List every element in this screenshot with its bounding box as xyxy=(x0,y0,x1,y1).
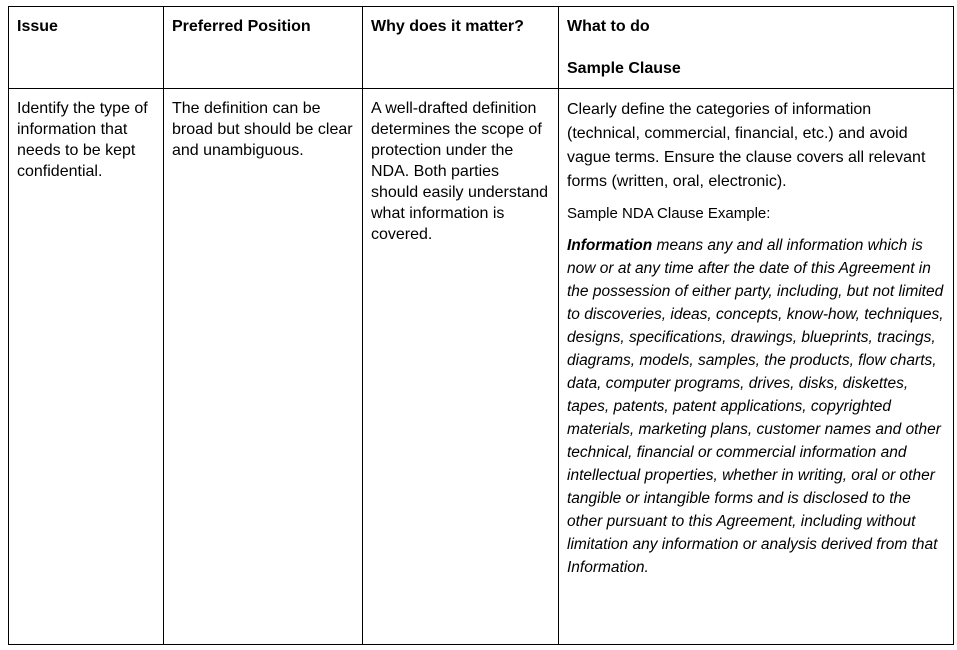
why-matters-text: A well-drafted definition determines the scope of protection under the NDA. Both parties should easily understand what information is covered. xyxy=(371,100,549,243)
table-row xyxy=(9,89,954,645)
header-why-matters: Why does it matter? xyxy=(371,18,524,35)
sample-clause-label: Sample NDA Clause Example: xyxy=(567,205,771,222)
header-issue: Issue xyxy=(17,18,58,35)
sample-clause-text xyxy=(567,234,947,579)
what-to-do-wrapper xyxy=(559,89,953,579)
header-preferred-position: Preferred Position xyxy=(172,18,311,35)
header-what-to-do: What to do xyxy=(567,18,650,35)
why-matters-cell xyxy=(363,89,559,645)
table-header-row xyxy=(9,7,954,89)
issue-cell xyxy=(9,89,164,645)
what-to-do-text: Clearly define the categories of information (technical, commercial, financial, etc.) and avoid vague terms. Ensure the clause covers all relevant forms (written, oral, electronic). xyxy=(567,101,926,190)
clause-defined-term: Information xyxy=(567,237,653,254)
header-why-matters-cell xyxy=(363,7,559,89)
nda-issue-table xyxy=(8,6,954,645)
preferred-position-cell xyxy=(164,89,363,645)
clause-definition: means any and all information which is now or at any time after the date of this Agreement in the possession of either party, including, but not limited to discoveries, ideas, concepts, know-how, techniques, designs, specifications, drawings, blueprints, tracings, diagrams, models, samples, the products, flow charts, data, computer programs, drives, disks, diskettes, tapes, patents, patent applications, copyrighted materials, marketing plans, customer names and other technical, financial or commercial information and intellectual properties, whether in writing, oral or other tangible or intangible forms and is disclosed to the other pursuant to this Agreement, including without limitation any information or analysis derived from that Information. xyxy=(567,237,944,576)
header-preferred-position-cell xyxy=(164,7,363,89)
issue-text: Identify the type of information that needs to be kept confidential. xyxy=(17,100,148,180)
what-to-do-cell xyxy=(559,89,954,645)
header-issue-cell xyxy=(9,7,164,89)
header-what-to-do-cell xyxy=(559,7,954,89)
preferred-position-text: The definition can be broad but should be clear and unambiguous. xyxy=(172,100,353,159)
header-sample-clause: Sample Clause xyxy=(567,60,681,77)
header-what-to-do-wrapper xyxy=(559,7,953,79)
